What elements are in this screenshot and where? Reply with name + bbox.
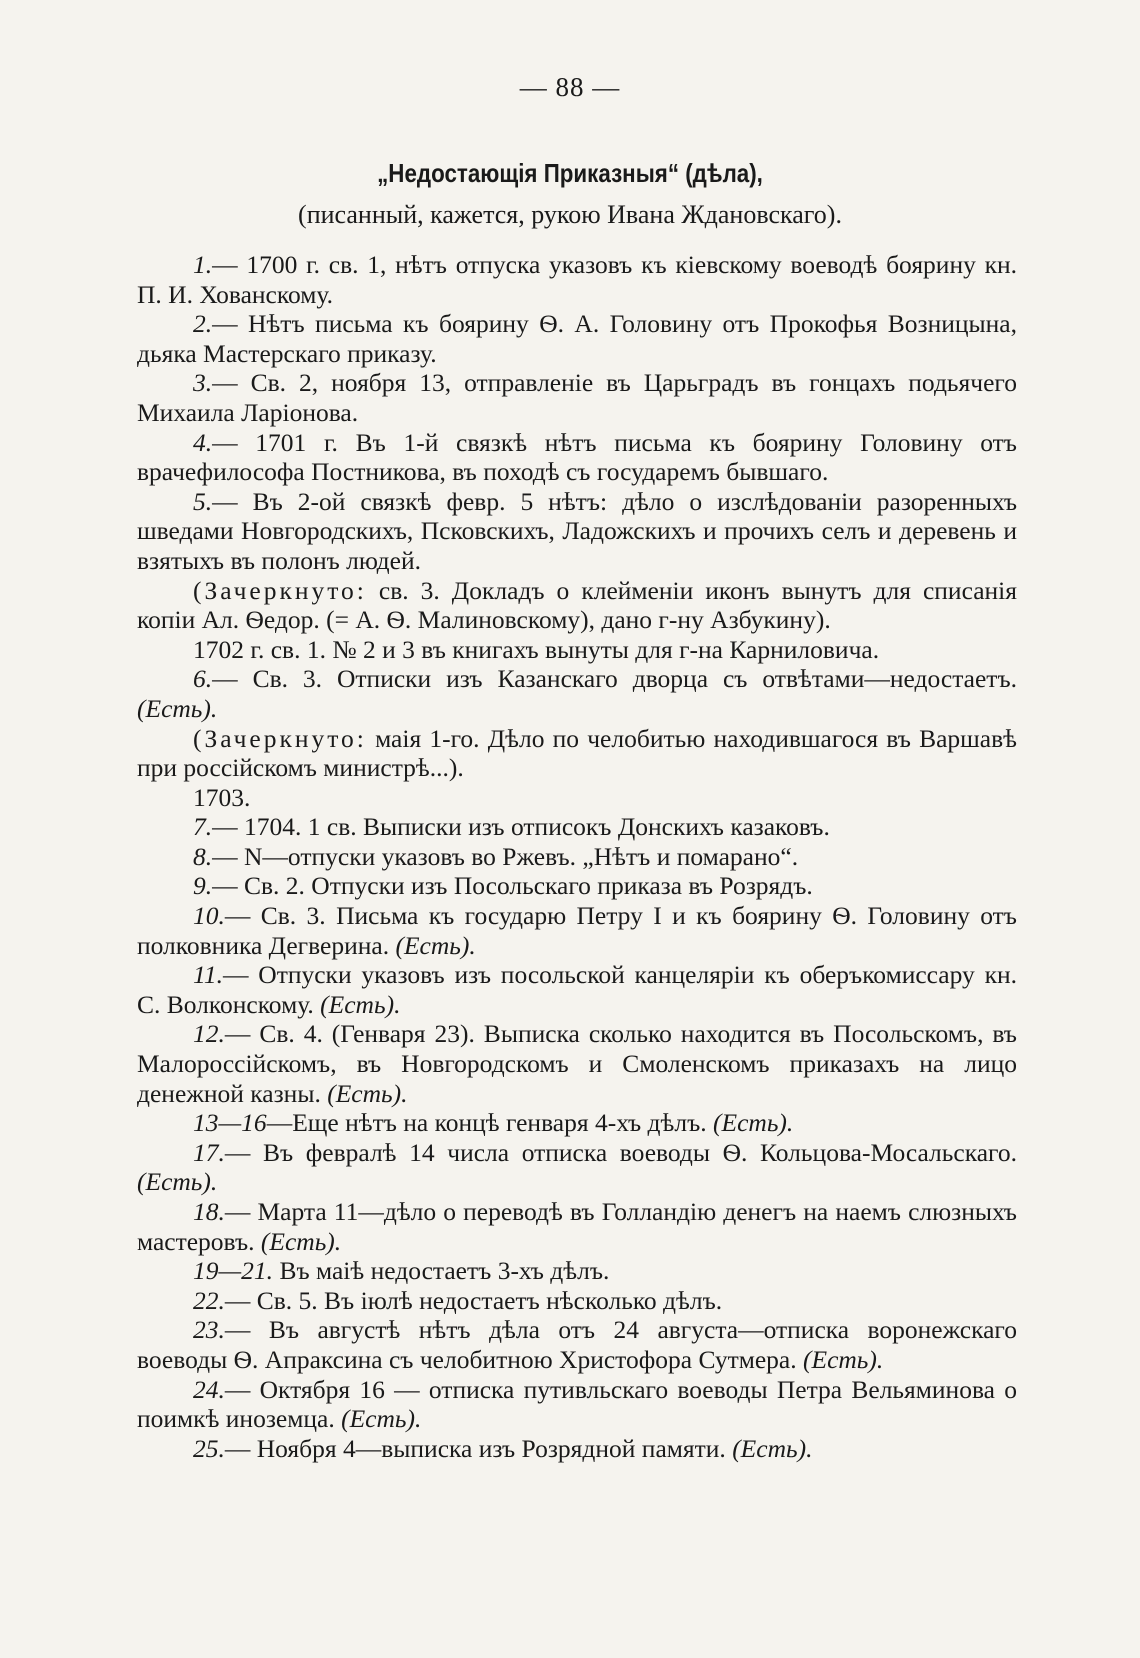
entry-number: 10. xyxy=(193,901,225,931)
entry-5 xyxy=(137,487,1017,576)
entry-text: — Св. 3. Письма къ государю Петру I и къ боярину Ѳ. Головину отъ полковника Дегверина. xyxy=(137,901,1017,960)
entry-text: — Въ августѣ нѣтъ дѣла отъ 24 августа—отписка воронежскаго воеводы Ѳ. Апраксина съ челобитною Христофора Сутмера. xyxy=(137,1315,1017,1374)
entry-number: 17. xyxy=(193,1137,225,1167)
entry-text: — Св. 5. Въ іюлѣ недостаетъ нѣсколько дѣлъ. xyxy=(224,1285,723,1315)
entry-9 xyxy=(137,871,1017,901)
entry-text: — Нѣтъ письма къ боярину Ѳ. А. Головину отъ Прокофья Возницына, дьяка Мастерскаго приказу. xyxy=(137,309,1017,368)
entry-number: 6. xyxy=(193,664,213,694)
entry-text: — Св. 2, ноября 13, отправленіе въ Царьградъ въ гонцахъ подьячего Михаила Ларіонова. xyxy=(137,368,1017,427)
entry-25 xyxy=(137,1434,1017,1464)
year-1703 xyxy=(137,783,1017,813)
page-number: — 88 — xyxy=(519,72,621,102)
crossed-out-note-1 xyxy=(137,576,1017,635)
entry-text: — 1704. 1 св. Выписки изъ отписокъ Донскихъ казаковъ. xyxy=(212,812,830,842)
entry-number: 1. xyxy=(193,250,213,279)
entry-text: св. 3. Докладъ о клейменіи иконъ вынутъ для списанія копіи Ал. Ѳедор. (= А. Ѳ. Малиновскому), дано г-ну Азбукину). xyxy=(137,575,1017,635)
entry-1 xyxy=(137,250,1017,309)
entry-number: 11. xyxy=(193,960,223,990)
entry-tag: (Есть). xyxy=(320,989,401,1019)
entries-list xyxy=(137,250,1017,1463)
entry-number: 7. xyxy=(193,812,213,842)
entry-tag: (Есть). xyxy=(137,693,218,723)
entry-text: — Отпуски указовъ изъ посольской канцеляріи къ оберъкомиссару кн. С. Волконскому. xyxy=(137,960,1017,1019)
section-subtitle: (писанный, кажется, рукою Ивана Ждановскаго). xyxy=(298,200,842,229)
entry-text: —Еще нѣтъ на концѣ генваря 4-хъ дѣлъ. xyxy=(266,1108,707,1138)
entry-text: — Въ февралѣ 14 числа отписка воеводы Ѳ. Кольцова-Мосальскаго. xyxy=(224,1137,1017,1167)
entry-text: маія 1-го. Дѣло по челобитью находившагося въ Варшавѣ при россійскомъ министрѣ...). xyxy=(137,723,1017,783)
entry-17 xyxy=(137,1138,1017,1197)
entry-number: 24. xyxy=(193,1374,225,1404)
entry-number: 22. xyxy=(193,1285,225,1315)
entry-4 xyxy=(137,428,1017,487)
entry-number: 18. xyxy=(193,1197,225,1226)
entry-text: 1703. xyxy=(193,782,251,812)
entry-3 xyxy=(137,368,1017,427)
entry-text: 1702 г. св. 1. № 2 и 3 въ книгахъ вынуты для г-на Карниловича. xyxy=(193,634,880,664)
entry-text: — N—отпуски указовъ во Ржевъ. „Нѣтъ и помарано“. xyxy=(212,841,799,871)
entry-number: 8. xyxy=(193,841,213,871)
entry-number: 5. xyxy=(193,486,213,516)
section-title: „Недостающія Приказныя“ (дѣла), xyxy=(377,158,763,188)
entry-tag: (Есть). xyxy=(395,930,476,960)
note-label: (Зачеркнуто: xyxy=(193,575,367,605)
entry-tag: (Есть). xyxy=(137,1167,218,1197)
entry-tag: (Есть). xyxy=(260,1226,342,1256)
entry-13-16 xyxy=(137,1108,1017,1138)
entry-tag: (Есть). xyxy=(713,1108,794,1138)
entry-text: — Ноября 4—выписка изъ Розрядной памяти. xyxy=(224,1433,726,1463)
entry-11 xyxy=(137,960,1017,1019)
entry-8 xyxy=(137,842,1017,872)
entry-number: 3. xyxy=(193,368,213,398)
year-1702-note xyxy=(137,635,1017,665)
entry-number: 25. xyxy=(193,1433,225,1463)
entry-tag: (Есть). xyxy=(327,1078,408,1108)
crossed-out-note-2 xyxy=(137,724,1017,783)
entry-number: 9. xyxy=(193,871,213,901)
entry-7 xyxy=(137,812,1017,842)
entry-12 xyxy=(137,1019,1017,1108)
entry-text: Въ маіѣ недостаетъ 3-хъ дѣлъ. xyxy=(273,1256,610,1286)
entry-text: — Въ 2-ой связкѣ февр. 5 нѣтъ: дѣло о изслѣдованіи разоренныхъ шведами Новгородскихъ, Псковскихъ, Ладожскихъ и прочихъ селъ и деревень и взятыхъ въ полонъ людей. xyxy=(137,486,1017,575)
entry-text: — Св. 4. (Генваря 23). Выписка сколько находится въ Посольскомъ, въ Малороссійскомъ, въ Новгородскомъ и Смоленскомъ приказахъ на лицо денежной казны. xyxy=(137,1019,1017,1108)
entry-number: 13—16 xyxy=(193,1108,267,1138)
entry-22 xyxy=(137,1286,1017,1316)
entry-tag: (Есть). xyxy=(341,1404,422,1434)
entry-text: — Св. 2. Отпуски изъ Посольскаго приказа въ Розрядъ. xyxy=(212,871,813,901)
note-label: (Зачеркнуто: xyxy=(193,723,367,753)
entry-10 xyxy=(137,901,1017,960)
entry-number: 4. xyxy=(193,427,213,457)
entry-19-21 xyxy=(137,1256,1017,1286)
entry-tag: (Есть). xyxy=(732,1433,813,1463)
entry-tag: (Есть). xyxy=(803,1344,884,1374)
entry-6 xyxy=(137,664,1017,723)
entry-text: — 1700 г. св. 1, нѣтъ отпуска указовъ къ кіевскому воеводѣ боярину кн. П. И. Хованскому. xyxy=(137,250,1017,309)
entry-number: 2. xyxy=(193,309,213,339)
entry-text: — Октября 16 — отписка путивльскаго воеводы Петра Вельяминова о поимкѣ иноземца. xyxy=(137,1374,1017,1434)
entry-text: — Св. 3. Отписки изъ Казанскаго дворца съ отвѣтами—недостаетъ. xyxy=(212,664,1017,694)
entry-text: — 1701 г. Въ 1-й связкѣ нѣтъ письма къ боярину Головину отъ врачефилософа Постникова, въ походѣ съ государемъ бывшаго. xyxy=(137,427,1017,487)
entry-text: — Марта 11—дѣло о переводѣ въ Голландію денегъ на наемъ слюзныхъ мастеровъ. xyxy=(137,1197,1017,1256)
entry-18 xyxy=(137,1197,1017,1256)
entry-number: 23. xyxy=(193,1315,225,1345)
entry-number: 19—21. xyxy=(193,1256,274,1286)
entry-2 xyxy=(137,309,1017,368)
entry-number: 12. xyxy=(193,1019,225,1049)
entry-24 xyxy=(137,1375,1017,1434)
entry-23 xyxy=(137,1315,1017,1374)
